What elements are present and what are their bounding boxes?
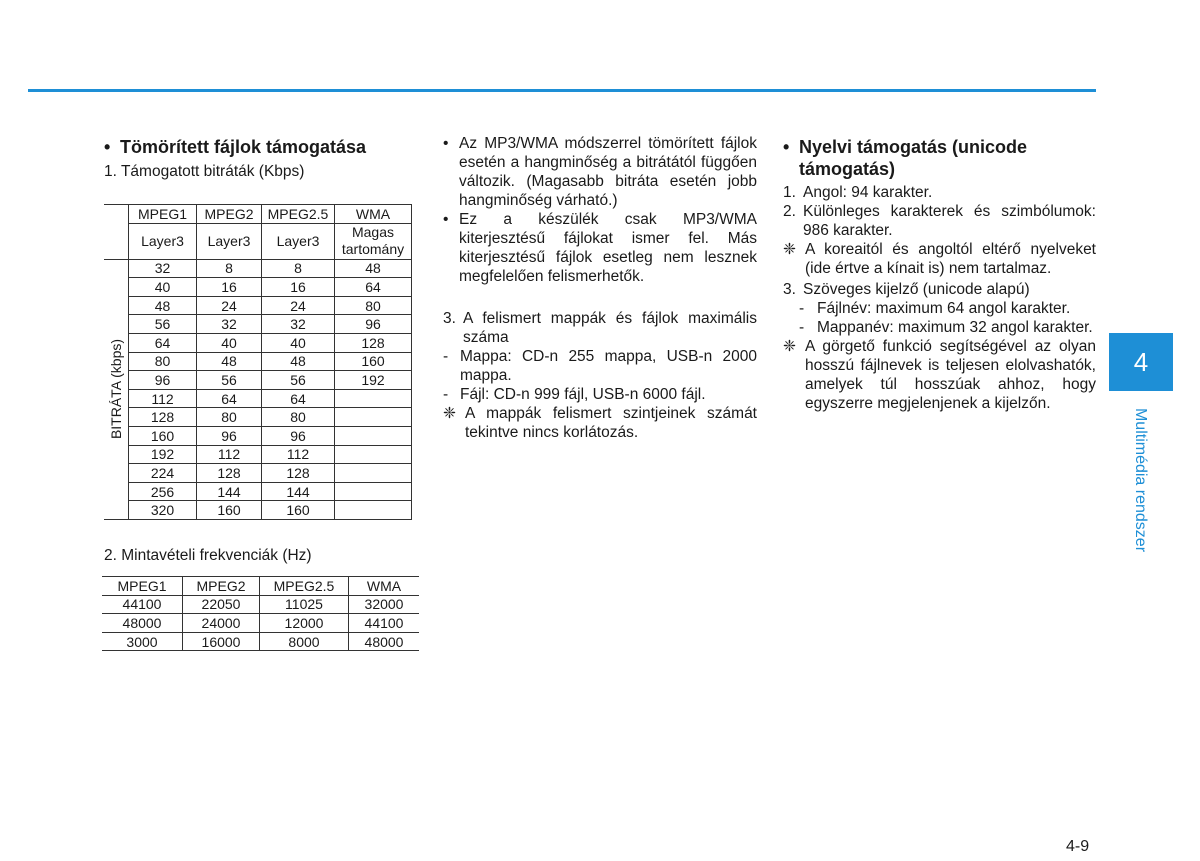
list-item bbox=[783, 318, 1096, 337]
table-row bbox=[102, 632, 419, 651]
table-corner bbox=[104, 205, 129, 260]
table-header-cell: MPEG2.5 bbox=[262, 205, 335, 224]
header-rule bbox=[28, 89, 1096, 92]
table-row bbox=[104, 482, 412, 501]
table-cell: 144 bbox=[197, 482, 262, 501]
table-cell: 32 bbox=[262, 315, 335, 334]
bullet-marker: • bbox=[443, 135, 449, 152]
table-cell bbox=[335, 445, 412, 464]
table-header-cell: MPEG1 bbox=[129, 205, 197, 224]
table-row bbox=[104, 278, 412, 297]
table-row bbox=[102, 614, 419, 633]
note-marker-icon: ❈ bbox=[443, 405, 456, 422]
table-row bbox=[102, 595, 419, 614]
chapter-tab: 4 bbox=[1109, 333, 1173, 391]
table-row bbox=[104, 408, 412, 427]
table-header-row bbox=[102, 577, 419, 596]
table-cell: 112 bbox=[262, 445, 335, 464]
paragraph-text: A koreaitól és angoltól eltérő nyelveket (ide értve a kínait is) nem tartalmaz. bbox=[805, 241, 1096, 277]
table-cell: 80 bbox=[197, 408, 262, 427]
table-cell: 56 bbox=[129, 315, 197, 334]
table-cell: 8000 bbox=[260, 632, 349, 651]
table-cell: 16 bbox=[262, 278, 335, 297]
dash-marker: - bbox=[799, 319, 805, 336]
table-cell bbox=[335, 389, 412, 408]
table-cell: 256 bbox=[129, 482, 197, 501]
subheading-frequencies: 2. Mintavételi frekvenciák (Hz) bbox=[104, 547, 312, 564]
paragraph-text: Angol: 94 karakter. bbox=[803, 184, 933, 201]
table-cell: 11025 bbox=[260, 595, 349, 614]
table-header-cell: WMA bbox=[349, 577, 420, 596]
paragraph-text: A mappák felismert szintjeinek számát tekintve nincs korlátozás. bbox=[465, 405, 757, 441]
table-layer-cell: Layer3 bbox=[197, 223, 262, 259]
table-cell: 64 bbox=[262, 389, 335, 408]
heading-text: Tömörített fájlok támogatása bbox=[120, 137, 367, 157]
list-item bbox=[783, 280, 1096, 299]
table-cell: 24000 bbox=[183, 614, 260, 633]
number-marker: 2. bbox=[783, 203, 796, 220]
table-cell: 12000 bbox=[260, 614, 349, 633]
table-cell: 64 bbox=[129, 333, 197, 352]
column-compressed-files bbox=[104, 134, 424, 650]
table-cell: 32000 bbox=[349, 595, 420, 614]
table-cell: 16 bbox=[197, 278, 262, 297]
bullet-marker: • bbox=[443, 211, 449, 228]
table-cell: 128 bbox=[335, 333, 412, 352]
table-layer-cell: Layer3 bbox=[129, 223, 197, 259]
table-cell: 96 bbox=[129, 371, 197, 390]
table-cell: 160 bbox=[262, 501, 335, 520]
note-item bbox=[443, 404, 757, 442]
note-marker-icon: ❈ bbox=[783, 241, 796, 258]
paragraph-text: Mappa: CD-n 255 mappa, USB-n 2000 mappa. bbox=[460, 348, 757, 384]
table-cell: 80 bbox=[129, 352, 197, 371]
table-cell: 48 bbox=[129, 296, 197, 315]
table-cell: 8 bbox=[262, 259, 335, 278]
bullet-marker: • bbox=[783, 137, 790, 157]
table-cell: 64 bbox=[335, 278, 412, 297]
dash-marker: - bbox=[799, 300, 805, 317]
dash-marker: - bbox=[443, 348, 449, 365]
table-row bbox=[104, 259, 412, 278]
heading-text: Nyelvi támogatás (unicode támogatás) bbox=[799, 137, 1028, 179]
frequency-table bbox=[102, 576, 419, 651]
table-cell: 32 bbox=[129, 259, 197, 278]
table-cell: 128 bbox=[197, 464, 262, 483]
table-cell: 160 bbox=[335, 352, 412, 371]
bullet-marker: • bbox=[104, 137, 111, 157]
list-item bbox=[783, 299, 1096, 318]
table-cell: 96 bbox=[262, 426, 335, 445]
table-cell: 128 bbox=[262, 464, 335, 483]
table-cell: 160 bbox=[129, 426, 197, 445]
table-row bbox=[104, 315, 412, 334]
table-header-cell: WMA bbox=[335, 205, 412, 224]
table-cell: 48 bbox=[335, 259, 412, 278]
table-header-cell: MPEG2 bbox=[183, 577, 260, 596]
table-cell: 8 bbox=[197, 259, 262, 278]
table-cell: 96 bbox=[197, 426, 262, 445]
page-number: 4-9 bbox=[1066, 838, 1090, 855]
list-item bbox=[783, 183, 1096, 202]
section-heading-compressed bbox=[104, 136, 424, 158]
table-row bbox=[104, 333, 412, 352]
table-row bbox=[104, 352, 412, 371]
table-row bbox=[104, 445, 412, 464]
table-cell: 160 bbox=[197, 501, 262, 520]
table-row bbox=[104, 296, 412, 315]
table-cell: 80 bbox=[262, 408, 335, 427]
list-item bbox=[443, 385, 757, 404]
table-cell: 22050 bbox=[183, 595, 260, 614]
table-cell: 192 bbox=[129, 445, 197, 464]
table-cell: 112 bbox=[129, 389, 197, 408]
table-cell: 24 bbox=[262, 296, 335, 315]
row-axis-label bbox=[104, 259, 129, 519]
dash-marker: - bbox=[443, 386, 449, 403]
table-cell: 56 bbox=[197, 371, 262, 390]
table-cell: 48000 bbox=[102, 614, 183, 633]
table-cell: 40 bbox=[262, 333, 335, 352]
list-item bbox=[443, 134, 757, 210]
bitrate-table bbox=[104, 204, 412, 520]
table-cell: 64 bbox=[197, 389, 262, 408]
freq-table-wrap bbox=[102, 576, 419, 651]
list-item bbox=[443, 210, 757, 286]
table-cell: 24 bbox=[197, 296, 262, 315]
table-cell: 48 bbox=[197, 352, 262, 371]
table-row bbox=[104, 426, 412, 445]
table-row bbox=[104, 501, 412, 520]
table-cell: 96 bbox=[335, 315, 412, 334]
table-cell: 128 bbox=[129, 408, 197, 427]
table-cell: 56 bbox=[262, 371, 335, 390]
paragraph-text: Különleges karakterek és szimbólumok: 986 karakter. bbox=[803, 203, 1096, 239]
table-cell: 44100 bbox=[102, 595, 183, 614]
table-cell: 80 bbox=[335, 296, 412, 315]
table-row bbox=[104, 371, 412, 390]
table-row bbox=[104, 464, 412, 483]
table-layer-cell bbox=[335, 223, 412, 259]
list-item bbox=[443, 309, 757, 347]
table-cell: 112 bbox=[197, 445, 262, 464]
list-item bbox=[443, 347, 757, 385]
list-item bbox=[783, 202, 1096, 240]
table-cell bbox=[335, 464, 412, 483]
table-cell bbox=[335, 482, 412, 501]
paragraph-text: Fájlnév: maximum 64 angol karakter. bbox=[817, 300, 1071, 317]
table-cell bbox=[335, 501, 412, 520]
row-axis-label-text: BITRÁTA (kbps) bbox=[108, 339, 124, 440]
paragraph-text: A felismert mappák és fájlok maximális száma bbox=[463, 310, 757, 346]
note-item bbox=[783, 337, 1096, 413]
paragraph-text: Mappanév: maximum 32 angol karakter. bbox=[817, 319, 1093, 336]
paragraph-text: A görgető funkció segítségével az olyan hosszú fájlnevek is teljesen elolvashatók, amelyek túl hosszúak ahhoz, hogy egyszerre megjelenjenek a kijelzőn. bbox=[805, 338, 1096, 412]
table-cell: 48 bbox=[262, 352, 335, 371]
table-cell: 320 bbox=[129, 501, 197, 520]
section-heading-language bbox=[783, 136, 1096, 180]
table-cell: 16000 bbox=[183, 632, 260, 651]
table-cell: 44100 bbox=[349, 614, 420, 633]
table-cell: 144 bbox=[262, 482, 335, 501]
table-cell: 48000 bbox=[349, 632, 420, 651]
chapter-title: Multimédia rendszer bbox=[1132, 407, 1149, 553]
paragraph-text: Az MP3/WMA módszerrel tömörített fájlok esetén a hangminőség a bitrátától függően változik. (Magasabb bitráta esetén jobb hangminőség várható.) bbox=[459, 135, 757, 209]
table-row bbox=[104, 389, 412, 408]
bitrate-table-wrap bbox=[104, 204, 412, 520]
number-marker: 3. bbox=[443, 310, 456, 327]
column-language-support bbox=[783, 134, 1096, 413]
note-item bbox=[783, 240, 1096, 278]
paragraph-text: Ez a készülék csak MP3/WMA kiterjesztésű fájlokat ismer fel. Más kiterjesztésű fájlok esetleg nem lesznek megfelelően felismerhetők. bbox=[459, 211, 757, 285]
column-notes bbox=[443, 134, 757, 442]
table-header-cell: MPEG2.5 bbox=[260, 577, 349, 596]
table-header-cell: MPEG1 bbox=[102, 577, 183, 596]
table-cell bbox=[335, 408, 412, 427]
number-marker: 3. bbox=[783, 281, 796, 298]
table-header-cell: MPEG2 bbox=[197, 205, 262, 224]
table-cell: 40 bbox=[129, 278, 197, 297]
paragraph-text: Fájl: CD-n 999 fájl, USB-n 6000 fájl. bbox=[460, 386, 706, 403]
layer-text: Magas tartomány bbox=[341, 224, 405, 258]
table-cell: 192 bbox=[335, 371, 412, 390]
table-cell: 40 bbox=[197, 333, 262, 352]
table-cell: 224 bbox=[129, 464, 197, 483]
table-layer-cell: Layer3 bbox=[262, 223, 335, 259]
note-marker-icon: ❈ bbox=[783, 338, 796, 355]
paragraph-text: Szöveges kijelző (unicode alapú) bbox=[803, 281, 1030, 298]
table-cell: 3000 bbox=[102, 632, 183, 651]
table-cell bbox=[335, 426, 412, 445]
subheading-bitrates: 1. Támogatott bitráták (Kbps) bbox=[104, 163, 305, 180]
number-marker: 1. bbox=[783, 184, 796, 201]
table-cell: 32 bbox=[197, 315, 262, 334]
